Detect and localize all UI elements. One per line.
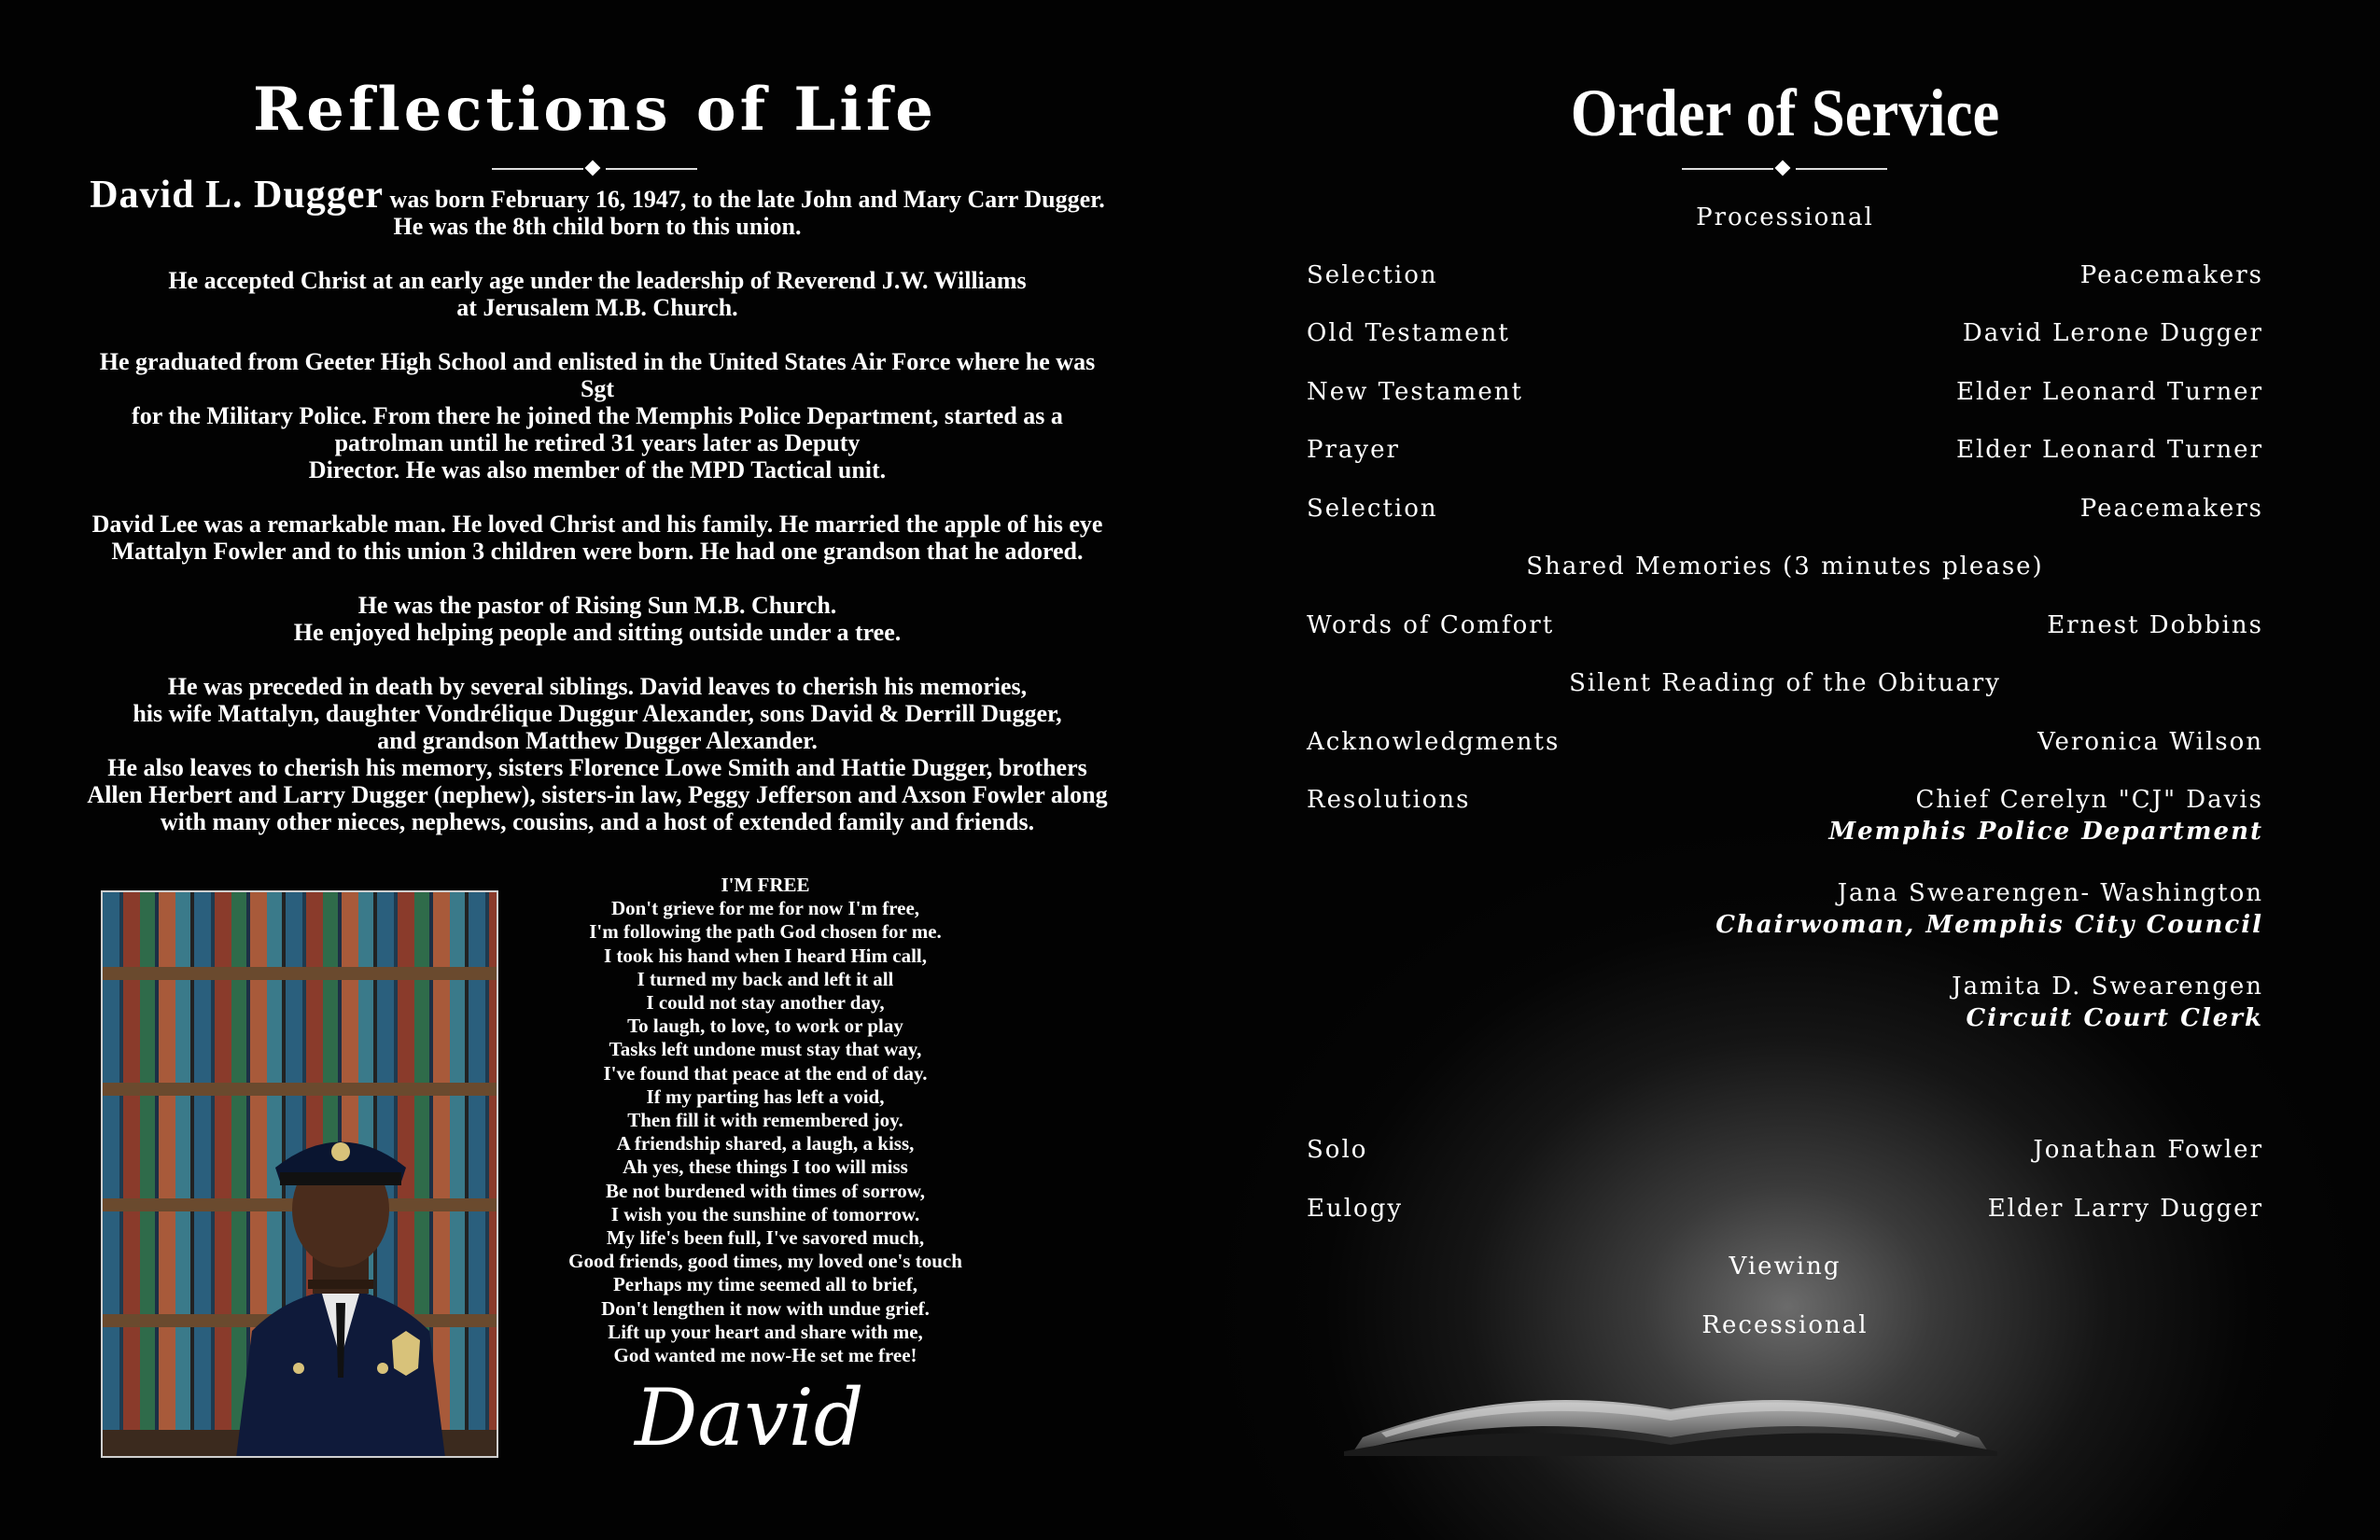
service-heading: Processional bbox=[1696, 203, 1874, 231]
service-part: Words of Comfort bbox=[1307, 611, 1555, 639]
service-part: Selection bbox=[1307, 495, 1438, 523]
service-item bbox=[1307, 728, 2263, 760]
deceased-name: David L. Dugger bbox=[90, 174, 385, 217]
service-item bbox=[1307, 1253, 2263, 1284]
participant-title: Circuit Court Clerk bbox=[1966, 1004, 2263, 1032]
service-part: Selection bbox=[1307, 261, 1438, 289]
service-item bbox=[1307, 203, 2263, 235]
service-program bbox=[1307, 0, 2263, 1540]
bio-intro: David L. Dugger was born February 16, 1947, to the late John and Mary Carr Dugger. He was the 8th child born to this union. bbox=[90, 174, 1105, 240]
service-part: New Testament bbox=[1307, 378, 1523, 406]
bio-faith: He accepted Christ at an early age under the leadership of Reverend J.W. Williams at Jerusalem M.B. Church. bbox=[168, 267, 1027, 321]
service-participant: David Lerone Dugger bbox=[1962, 319, 2263, 347]
signature: David bbox=[635, 1372, 864, 1463]
service-item bbox=[1307, 879, 2263, 939]
service-item bbox=[1307, 1136, 2263, 1168]
service-participant: Chief Cerelyn "CJ" Davis bbox=[1915, 786, 2263, 814]
service-heading: Shared Memories (3 minutes please) bbox=[1526, 553, 2044, 581]
service-part: Eulogy bbox=[1307, 1195, 1404, 1223]
participant-title: Memphis Police Department bbox=[1828, 818, 2263, 846]
order-of-service-title: Order of Service bbox=[1570, 76, 2000, 150]
service-item bbox=[1307, 786, 2263, 846]
service-part: Acknowledgments bbox=[1307, 728, 1561, 756]
service-item bbox=[1307, 973, 2263, 1032]
service-participant: Jamita D. Swearengen bbox=[1952, 973, 2263, 1001]
title-divider bbox=[492, 161, 697, 177]
service-heading: Viewing bbox=[1729, 1253, 1841, 1281]
service-part: Solo bbox=[1307, 1136, 1368, 1164]
service-participant: Ernest Dobbins bbox=[2047, 611, 2263, 639]
service-item bbox=[1307, 319, 2263, 351]
participant-title: Chairwoman, Memphis City Council bbox=[1715, 911, 2263, 939]
service-item bbox=[1307, 1195, 2263, 1226]
service-item bbox=[1307, 495, 2263, 526]
service-heading: Recessional bbox=[1701, 1311, 1869, 1339]
reflections-title: Reflections of Life bbox=[253, 75, 937, 145]
service-participant: Peacemakers bbox=[2079, 495, 2263, 523]
bio-career: He graduated from Geeter High School and enlisted in the United States Air Force where he was Sgt for the Military Police. From there he joined the Memphis Police Department, started as a patrolman until he retired 31 years later as Deputy Director. He was also member of the MPD Tactical unit. bbox=[99, 348, 1096, 483]
service-participant: Elder Leonard Turner bbox=[1956, 436, 2263, 464]
service-participant: Elder Leonard Turner bbox=[1956, 378, 2263, 406]
bio-pastor: He was the pastor of Rising Sun M.B. Church. He enjoyed helping people and sitting outside under a tree. bbox=[293, 592, 902, 646]
poem-im-free: I'M FREE Don't grieve for me for now I'm free, I'm following the path God chosen for me. I took his hand when I heard Him call, I turned my back and left it all I could not stay another day, To laugh, to love, to work or play Tasks left undone must stay that way, I've found that peace at the end of day. If my parting has left a void, Then fill it with remembered joy. A friendship shared, a laugh, a kiss, Ah yes, these things I too will miss Be not burdened with times of sorrow, I wish you the sunshine of tomorrow. My life's been full, I've savored much, Good friends, good times, my loved one's touch Perhaps my time seemed all to brief, Don't lengthen it now with undue grief. Lift up your heart and share with me, God wanted me now-He set me free! bbox=[568, 874, 962, 1367]
service-part: Old Testament bbox=[1307, 319, 1510, 347]
service-item bbox=[1307, 261, 2263, 293]
service-item bbox=[1307, 436, 2263, 468]
bio-family: David Lee was a remarkable man. He loved Christ and his family. He married the apple of his eye Mattalyn Fowler and to this union 3 children were born. He had one grandson that he adored. bbox=[91, 511, 1103, 565]
service-item bbox=[1307, 1311, 2263, 1343]
portrait-photo bbox=[101, 890, 498, 1458]
service-participant: Jonathan Fowler bbox=[2033, 1136, 2263, 1164]
service-item bbox=[1307, 553, 2263, 584]
service-participant: Jana Swearengen- Washington bbox=[1837, 879, 2263, 907]
officer-figure bbox=[233, 1079, 448, 1458]
service-participant: Veronica Wilson bbox=[2037, 728, 2263, 756]
service-part: Prayer bbox=[1307, 436, 1400, 464]
service-part: Resolutions bbox=[1307, 786, 1471, 814]
bio-survivors: He was preceded in death by several siblings. David leaves to cherish his memories, his wife Mattalyn, daughter Vondrélique Duggur Alexander, sons David & Derrill Dugger, and grandson Matthew Dugger Alexander. He also leaves to cherish his memory, sisters Florence Lowe Smith and Hattie Dugger, brothers Allen Herbert and Larry Dugger (nephew), sisters-in law, Peggy Jefferson and Axson Fowler along with many other nieces, nephews, cousins, and a host of extended family and friends. bbox=[87, 673, 1108, 835]
service-item bbox=[1307, 669, 2263, 701]
service-participant: Peacemakers bbox=[2079, 261, 2263, 289]
biography bbox=[84, 174, 1111, 862]
service-item bbox=[1307, 611, 2263, 643]
service-participant: Elder Larry Dugger bbox=[1987, 1195, 2263, 1223]
service-heading: Silent Reading of the Obituary bbox=[1569, 669, 2001, 697]
service-item bbox=[1307, 378, 2263, 410]
